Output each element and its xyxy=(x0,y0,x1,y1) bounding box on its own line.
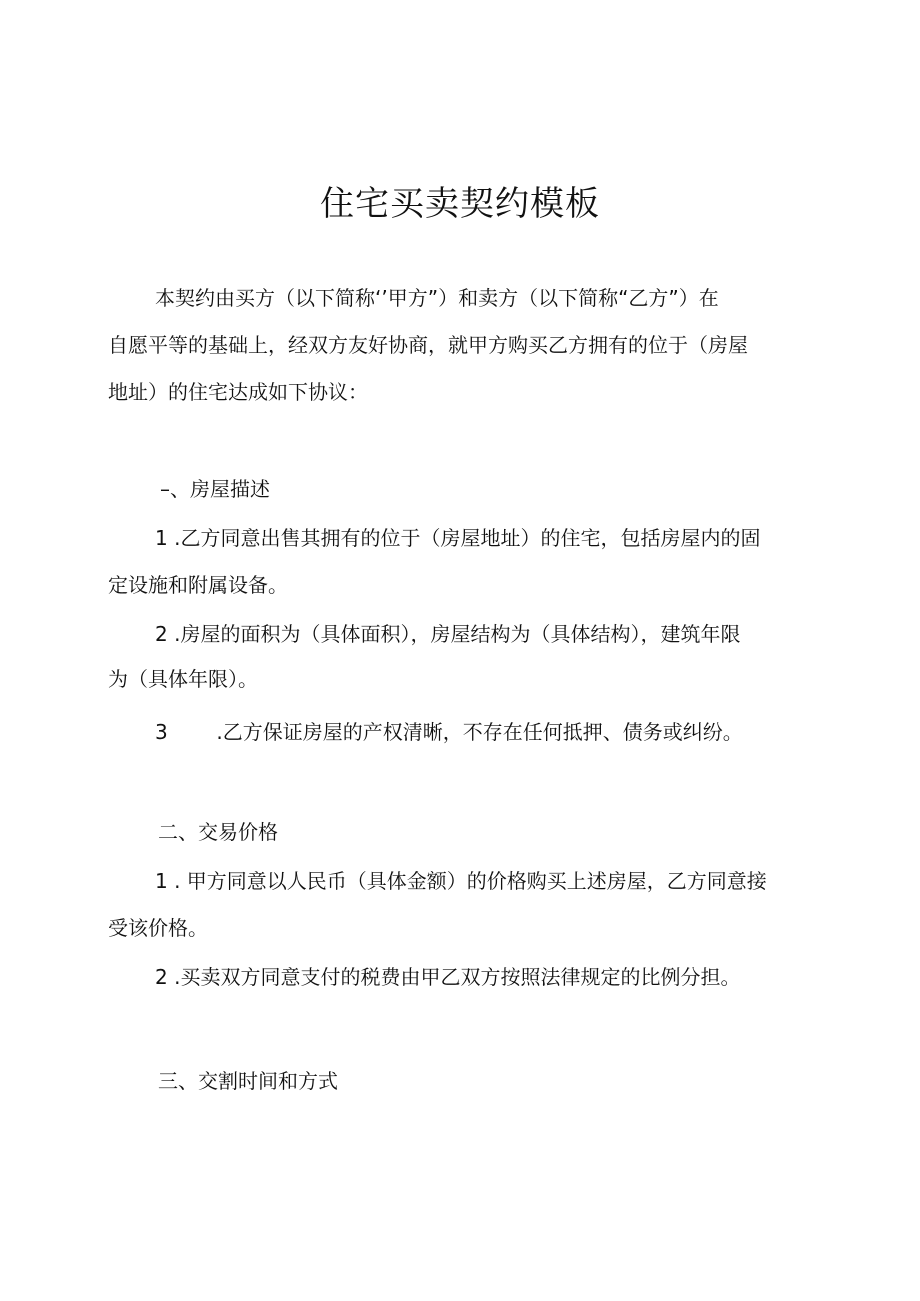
item-text: . 甲方同意以人民币（具体金额）的价格购买上述房屋，乙方同意接 xyxy=(174,869,767,893)
section-1-item-2-line-2: 为（具体年限）。 xyxy=(108,667,258,691)
item-text: .房屋的面积为（具体面积），房屋结构为（具体结构），建筑年限 xyxy=(174,622,741,646)
item-number: 1 xyxy=(155,869,168,893)
item-text: .买卖双方同意支付的税费由甲乙双方按照法律规定的比例分担。 xyxy=(174,965,741,989)
item-number: 3 xyxy=(155,720,168,744)
section-3-heading: 三、交割时间和方式 xyxy=(158,1069,338,1093)
section-1-item-3-line-1 xyxy=(155,717,743,747)
section-1-item-1-line-2: 定设施和附属设备。 xyxy=(108,573,288,597)
intro-line-3: 地址）的住宅达成如下协议： xyxy=(108,380,368,404)
item-text: .乙方同意出售其拥有的位于（房屋地址）的住宅，包括房屋内的固 xyxy=(174,526,761,550)
section-2-item-2-line-1 xyxy=(155,962,740,992)
section-1-heading: –、房屋描述 xyxy=(160,477,270,501)
item-text: .乙方保证房屋的产权清晰，不存在任何抵押、债务或纠纷。 xyxy=(216,720,743,744)
intro-line-2: 自愿平等的基础上，经双方友好协商，就甲方购买乙方拥有的位于（房屋 xyxy=(108,333,748,357)
section-2-item-1-line-2: 受该价格。 xyxy=(108,916,208,940)
item-number: 1 xyxy=(155,526,168,550)
intro-line-1: 本契约由买方（以下简称‘’甲方”）和卖方（以下简称“乙方”）在 xyxy=(155,286,719,310)
document-title: 住宅买卖契约模板 xyxy=(320,184,600,224)
section-1-item-2-line-1 xyxy=(155,619,740,649)
item-number: 2 xyxy=(155,965,168,989)
section-2-heading: 二、交易价格 xyxy=(158,820,278,844)
item-number: 2 xyxy=(155,622,168,646)
section-1-item-1-line-1 xyxy=(155,523,760,553)
section-2-item-1-line-1 xyxy=(155,866,767,896)
